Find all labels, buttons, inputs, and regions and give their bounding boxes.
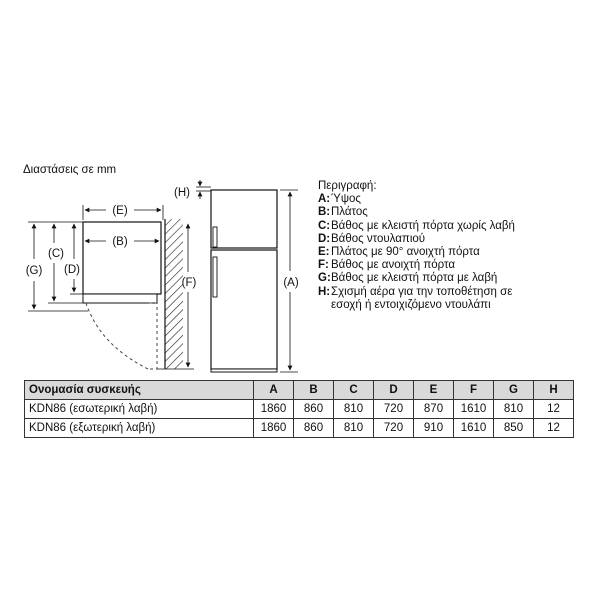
header-col-d: D bbox=[374, 381, 414, 400]
label-h: (H) bbox=[174, 187, 190, 199]
header-col-c: C bbox=[334, 381, 374, 400]
label-a: (A) bbox=[283, 277, 299, 289]
cell-value: 1860 bbox=[254, 419, 294, 438]
legend bbox=[318, 180, 515, 312]
legend-item: D: Βάθος ντουλαπιού bbox=[318, 232, 426, 245]
header-col-a: A bbox=[254, 381, 294, 400]
cell-value: 720 bbox=[374, 419, 414, 438]
label-c: (C) bbox=[48, 248, 64, 260]
table-row bbox=[25, 400, 574, 419]
legend-item: G: Βάθος με κλειστή πόρτα με λαβή bbox=[318, 272, 498, 285]
cell-value: 1610 bbox=[454, 419, 494, 438]
open-door-outline bbox=[148, 303, 157, 369]
cell-value: 860 bbox=[294, 419, 334, 438]
fridge-top-view-body bbox=[83, 222, 161, 294]
label-g: (G) bbox=[25, 265, 43, 277]
legend-item-continuation: εσοχή ή εντοιχιζόμενο ντουλάπι bbox=[331, 298, 491, 311]
fridge-front-view-plinth bbox=[211, 369, 277, 372]
cell-value: 1610 bbox=[454, 400, 494, 419]
cell-value: 810 bbox=[494, 400, 534, 419]
cell-value: 870 bbox=[414, 400, 454, 419]
header-col-e: E bbox=[414, 381, 454, 400]
cell-value: 12 bbox=[534, 419, 574, 438]
row-device-name: KDN86 (εξωτερική λαβή) bbox=[25, 419, 254, 438]
freezer-handle bbox=[213, 227, 217, 247]
cell-value: 860 bbox=[294, 400, 334, 419]
legend-item: H: Σχισμή αέρα για την τοποθέτηση σε bbox=[318, 285, 513, 298]
dimensions-table bbox=[24, 380, 574, 438]
header-col-b: B bbox=[294, 381, 334, 400]
legend-item: E: Πλάτος με 90° ανοιχτή πόρτα bbox=[318, 246, 480, 259]
cell-value: 910 bbox=[414, 419, 454, 438]
header-col-f: F bbox=[454, 381, 494, 400]
label-b: (B) bbox=[112, 236, 128, 248]
cell-value: 810 bbox=[334, 419, 374, 438]
header-col-h: H bbox=[534, 381, 574, 400]
legend-item: A: Ύψος bbox=[318, 193, 361, 206]
fridge-front-view-freezer-door bbox=[211, 190, 277, 248]
legend-item: F: Βάθος με ανοιχτή πόρτα bbox=[318, 259, 456, 272]
dimensions-caption: Διαστάσεις σε mm bbox=[23, 164, 117, 176]
label-e: (E) bbox=[112, 205, 128, 217]
cell-value: 810 bbox=[334, 400, 374, 419]
label-d: (D) bbox=[64, 264, 80, 276]
legend-header: Περιγραφή: bbox=[318, 180, 377, 192]
table-header-row bbox=[25, 381, 574, 400]
cell-value: 720 bbox=[374, 400, 414, 419]
label-f: (F) bbox=[181, 277, 197, 289]
row-device-name: KDN86 (εσωτερική λαβή) bbox=[25, 400, 254, 419]
legend-item: C: Βάθος με κλειστή πόρτα χωρίς λαβή bbox=[318, 219, 515, 232]
fridge-front-view-fridge-door bbox=[211, 250, 277, 369]
fridge-handle bbox=[213, 257, 217, 297]
fridge-top-view-door bbox=[83, 294, 157, 303]
table-row bbox=[25, 419, 574, 438]
cell-value: 850 bbox=[494, 419, 534, 438]
legend-item: B: Πλάτος bbox=[318, 206, 368, 219]
wall-hatch bbox=[165, 219, 183, 369]
header-col-g: G bbox=[494, 381, 534, 400]
door-swing-arc bbox=[86, 303, 148, 369]
header-device-name: Ονομασία συσκευής bbox=[25, 381, 254, 400]
cell-value: 12 bbox=[534, 400, 574, 419]
cell-value: 1860 bbox=[254, 400, 294, 419]
